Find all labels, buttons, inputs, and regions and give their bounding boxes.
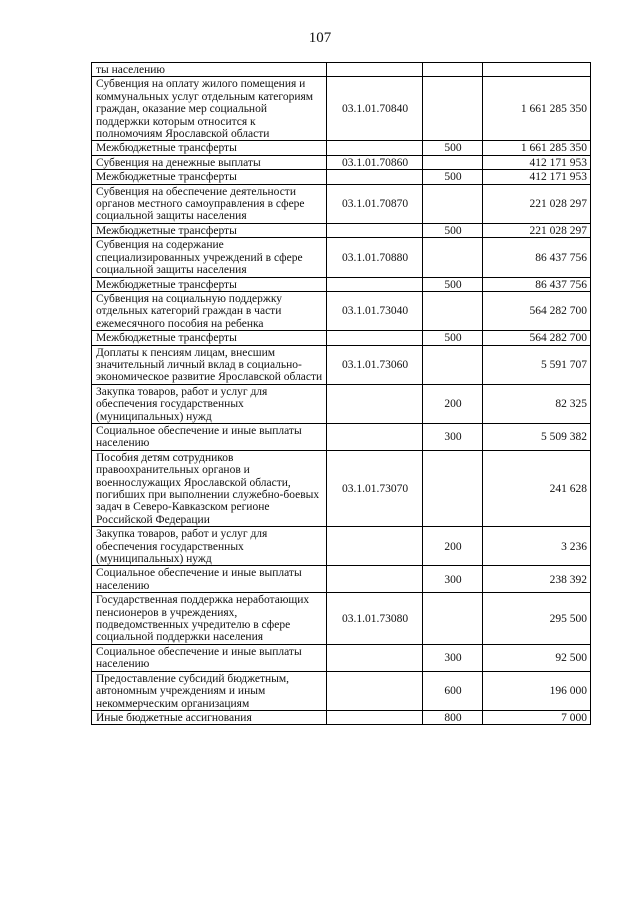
table-row (92, 423, 591, 450)
row-code-cell (327, 63, 423, 77)
table-row (92, 450, 591, 526)
row-code-cell (327, 710, 423, 724)
row-expense-type-cell (423, 291, 483, 330)
row-expense-type-cell: 200 (423, 384, 483, 423)
row-code-cell: 03.1.01.73060 (327, 345, 423, 384)
row-expense-type-cell (423, 77, 483, 141)
row-name-cell: Межбюджетные трансферты (92, 331, 327, 345)
row-code-cell: 03.1.01.70840 (327, 77, 423, 141)
page-number: 107 (308, 30, 332, 46)
row-expense-type-cell: 500 (423, 277, 483, 291)
row-code-cell (327, 566, 423, 593)
table-row (92, 77, 591, 141)
table-row (92, 527, 591, 566)
row-expense-type-cell: 500 (423, 331, 483, 345)
table-row (92, 291, 591, 330)
row-code-cell: 03.1.01.73080 (327, 593, 423, 645)
row-name-cell: Субвенция на содержание специализированных учреждений в сфере социальной защиты населения (92, 238, 327, 277)
row-code-cell (327, 527, 423, 566)
row-code-cell: 03.1.01.70870 (327, 184, 423, 223)
table-row (92, 238, 591, 277)
row-name-cell: Государственная поддержка неработающих пенсионеров в учреждениях, подведомственных учредителю в сфере социальной поддержки населения (92, 593, 327, 645)
table-row (92, 141, 591, 155)
row-expense-type-cell: 500 (423, 170, 483, 184)
table-row (92, 155, 591, 169)
row-amount-cell: 3 236 (483, 527, 591, 566)
row-expense-type-cell (423, 593, 483, 645)
row-code-cell (327, 170, 423, 184)
row-expense-type-cell: 300 (423, 566, 483, 593)
row-name-cell: Иные бюджетные ассигнования (92, 710, 327, 724)
row-code-cell: 03.1.01.73040 (327, 291, 423, 330)
table-row (92, 277, 591, 291)
row-expense-type-cell: 300 (423, 644, 483, 671)
row-amount-cell: 221 028 297 (483, 223, 591, 237)
row-name-cell: Субвенция на обеспечение деятельности органов местного самоуправления в сфере социальной защиты населения (92, 184, 327, 223)
row-name-cell: Межбюджетные трансферты (92, 223, 327, 237)
row-code-cell (327, 331, 423, 345)
row-name-cell: Субвенция на социальную поддержку отдельных категорий граждан в части ежемесячного пособия на ребенка (92, 291, 327, 330)
table-row (92, 223, 591, 237)
row-code-cell (327, 277, 423, 291)
row-expense-type-cell: 200 (423, 527, 483, 566)
table-row (92, 63, 591, 77)
row-amount-cell (483, 63, 591, 77)
row-name-cell: Доплаты к пенсиям лицам, внесшим значительный личный вклад в социально-экономическое развитие Ярославской области (92, 345, 327, 384)
table-row (92, 331, 591, 345)
row-amount-cell: 564 282 700 (483, 331, 591, 345)
row-code-cell: 03.1.01.70880 (327, 238, 423, 277)
row-expense-type-cell: 500 (423, 223, 483, 237)
table-row (92, 593, 591, 645)
table-row (92, 170, 591, 184)
row-amount-cell: 7 000 (483, 710, 591, 724)
row-expense-type-cell: 600 (423, 671, 483, 710)
row-amount-cell: 86 437 756 (483, 277, 591, 291)
row-expense-type-cell (423, 63, 483, 77)
table-row (92, 345, 591, 384)
row-amount-cell: 86 437 756 (483, 238, 591, 277)
table-row (92, 671, 591, 710)
table-row (92, 184, 591, 223)
row-amount-cell: 241 628 (483, 450, 591, 526)
row-name-cell: Пособия детям сотрудников правоохранительных органов и военнослужащих Ярославской области, погибших при выполнении служебно-боевых задач в Северо-Кавказском регионе Российской Федерации (92, 450, 327, 526)
row-name-cell: Межбюджетные трансферты (92, 141, 327, 155)
row-amount-cell: 412 171 953 (483, 155, 591, 169)
row-expense-type-cell (423, 345, 483, 384)
row-amount-cell: 295 500 (483, 593, 591, 645)
row-name-cell: Закупка товаров, работ и услуг для обеспечения государственных (муниципальных) нужд (92, 527, 327, 566)
row-amount-cell: 1 661 285 350 (483, 77, 591, 141)
row-code-cell: 03.1.01.73070 (327, 450, 423, 526)
row-code-cell: 03.1.01.70860 (327, 155, 423, 169)
row-amount-cell: 221 028 297 (483, 184, 591, 223)
row-code-cell (327, 223, 423, 237)
row-name-cell: Предоставление субсидий бюджетным, автономным учреждениям и иным некоммерческим организациям (92, 671, 327, 710)
row-expense-type-cell (423, 450, 483, 526)
row-expense-type-cell: 800 (423, 710, 483, 724)
row-expense-type-cell (423, 184, 483, 223)
row-code-cell (327, 141, 423, 155)
row-code-cell (327, 644, 423, 671)
row-name-cell: ты населению (92, 63, 327, 77)
row-amount-cell: 564 282 700 (483, 291, 591, 330)
row-code-cell (327, 671, 423, 710)
row-expense-type-cell: 500 (423, 141, 483, 155)
row-amount-cell: 1 661 285 350 (483, 141, 591, 155)
budget-table-body (92, 63, 591, 725)
row-amount-cell: 196 000 (483, 671, 591, 710)
row-name-cell: Социальное обеспечение и иные выплаты населению (92, 644, 327, 671)
row-amount-cell: 5 509 382 (483, 423, 591, 450)
row-name-cell: Закупка товаров, работ и услуг для обеспечения государственных (муниципальных) нужд (92, 384, 327, 423)
budget-table (91, 62, 591, 725)
row-amount-cell: 92 500 (483, 644, 591, 671)
row-amount-cell: 5 591 707 (483, 345, 591, 384)
row-amount-cell: 238 392 (483, 566, 591, 593)
table-row (92, 710, 591, 724)
row-name-cell: Межбюджетные трансферты (92, 170, 327, 184)
table-row (92, 644, 591, 671)
row-expense-type-cell (423, 238, 483, 277)
row-expense-type-cell (423, 155, 483, 169)
row-name-cell: Социальное обеспечение и иные выплаты населению (92, 423, 327, 450)
row-code-cell (327, 423, 423, 450)
row-expense-type-cell: 300 (423, 423, 483, 450)
row-name-cell: Субвенция на оплату жилого помещения и коммунальных услуг отдельным категориям граждан, оказание мер социальной поддержки которым относится к полномочиям Ярославской области (92, 77, 327, 141)
table-row (92, 384, 591, 423)
row-amount-cell: 412 171 953 (483, 170, 591, 184)
row-name-cell: Межбюджетные трансферты (92, 277, 327, 291)
row-name-cell: Субвенция на денежные выплаты (92, 155, 327, 169)
row-amount-cell: 82 325 (483, 384, 591, 423)
row-code-cell (327, 384, 423, 423)
row-name-cell: Социальное обеспечение и иные выплаты населению (92, 566, 327, 593)
table-row (92, 566, 591, 593)
